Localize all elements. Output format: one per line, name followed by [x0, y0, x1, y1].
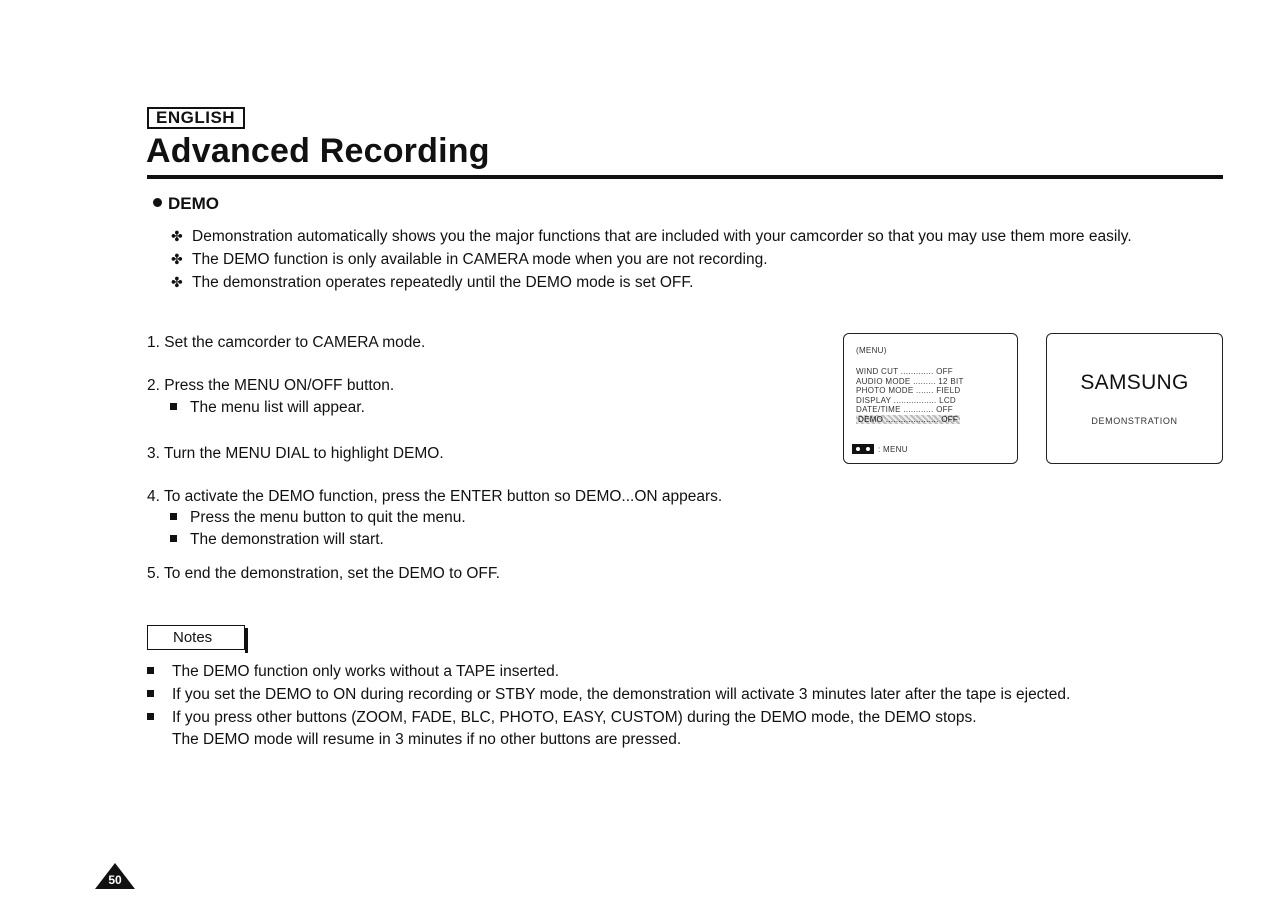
menu-footer-text: : MENU	[878, 444, 908, 454]
step-number: 2.	[147, 377, 160, 394]
step-number: 4.	[147, 488, 160, 505]
title-divider	[147, 175, 1223, 179]
page-title: Advanced Recording	[146, 132, 490, 170]
menu-line: AUDIO MODE ......... 12 BIT	[856, 376, 964, 386]
step-1	[147, 334, 425, 352]
step-4-sub-2	[170, 531, 384, 549]
square-bullet-icon	[147, 667, 154, 674]
square-bullet-icon	[147, 713, 154, 720]
list-item	[171, 225, 1132, 248]
note-item	[147, 686, 1070, 704]
menu-title: (MENU)	[856, 346, 887, 355]
menu-screen-illustration	[843, 333, 1018, 464]
step-text: To activate the DEMO function, press the ENTER button so DEMO...ON appears.	[163, 488, 723, 505]
note-item	[147, 709, 977, 727]
bullet-text: The demonstration operates repeatedly until the DEMO mode is set OFF.	[192, 274, 694, 291]
step-text: Press the MENU ON/OFF button.	[164, 377, 395, 394]
tape-icon	[852, 444, 874, 454]
clover-bullet-icon: ✤	[171, 228, 183, 244]
sub-text: The menu list will appear.	[190, 399, 365, 416]
square-bullet-icon	[147, 690, 154, 697]
step-number: 3.	[147, 445, 160, 462]
sub-text: The demonstration will start.	[190, 531, 384, 548]
notes-label: Notes	[147, 625, 245, 650]
clover-bullet-icon: ✤	[171, 274, 183, 290]
menu-line: PHOTO MODE ....... FIELD	[856, 386, 961, 395]
menu-line: DISPLAY ................. LCD	[856, 395, 956, 405]
step-text: Set the camcorder to CAMERA mode.	[164, 334, 426, 351]
brand-text: SAMSUNG	[1080, 371, 1189, 394]
language-label: ENGLISH	[147, 107, 245, 129]
intro-bullets	[171, 225, 1132, 294]
bullet-text: The DEMO function is only available in CAMERA mode when you are not recording.	[192, 251, 768, 268]
step-2	[147, 377, 394, 395]
step-5	[147, 565, 500, 583]
note-continuation: The DEMO mode will resume in 3 minutes if no other buttons are pressed.	[172, 731, 682, 748]
step-text: Turn the MENU DIAL to highlight DEMO.	[163, 445, 444, 462]
page-number: 50	[108, 873, 122, 887]
menu-footer	[852, 444, 908, 454]
step-3	[147, 445, 444, 463]
square-bullet-icon	[170, 403, 177, 410]
note-text: The DEMO function only works without a TAPE inserted.	[172, 663, 560, 680]
clover-bullet-icon: ✤	[171, 251, 183, 267]
page-number-badge	[95, 863, 135, 889]
square-bullet-icon	[170, 535, 177, 542]
demonstration-label: DEMONSTRATION	[1091, 416, 1178, 426]
menu-line: WIND CUT ............. OFF	[856, 367, 953, 376]
menu-line: DATE/TIME ............ OFF	[856, 405, 953, 414]
step-number: 5.	[147, 565, 160, 582]
menu-line-highlighted: DEMO ..................... OFF	[858, 414, 959, 424]
note-text: If you set the DEMO to ON during recording or STBY mode, the demonstration will activate 3 minutes later after the tape is ejected.	[172, 686, 1071, 703]
square-bullet-icon	[170, 513, 177, 520]
menu-list	[856, 367, 964, 424]
demo-screen-illustration	[1046, 333, 1223, 464]
list-item	[171, 271, 1132, 294]
step-text: To end the demonstration, set the DEMO to OFF.	[163, 565, 500, 582]
step-4-sub-1	[170, 509, 466, 527]
sub-text: Press the menu button to quit the menu.	[190, 509, 466, 526]
list-item	[171, 248, 1132, 271]
bullet-text: Demonstration automatically shows you the major functions that are included with your camcorder so that you may use them more easily.	[192, 228, 1132, 245]
step-2-sub-1	[170, 399, 365, 417]
section-heading-text: DEMO	[168, 194, 219, 213]
note-item	[147, 663, 559, 681]
step-4	[147, 488, 722, 506]
section-heading	[153, 194, 219, 214]
step-number: 1.	[147, 334, 160, 351]
bullet-dot-icon	[153, 198, 162, 207]
note-text: If you press other buttons (ZOOM, FADE, BLC, PHOTO, EASY, CUSTOM) during the DEMO mode, the DEMO stops.	[172, 709, 977, 726]
